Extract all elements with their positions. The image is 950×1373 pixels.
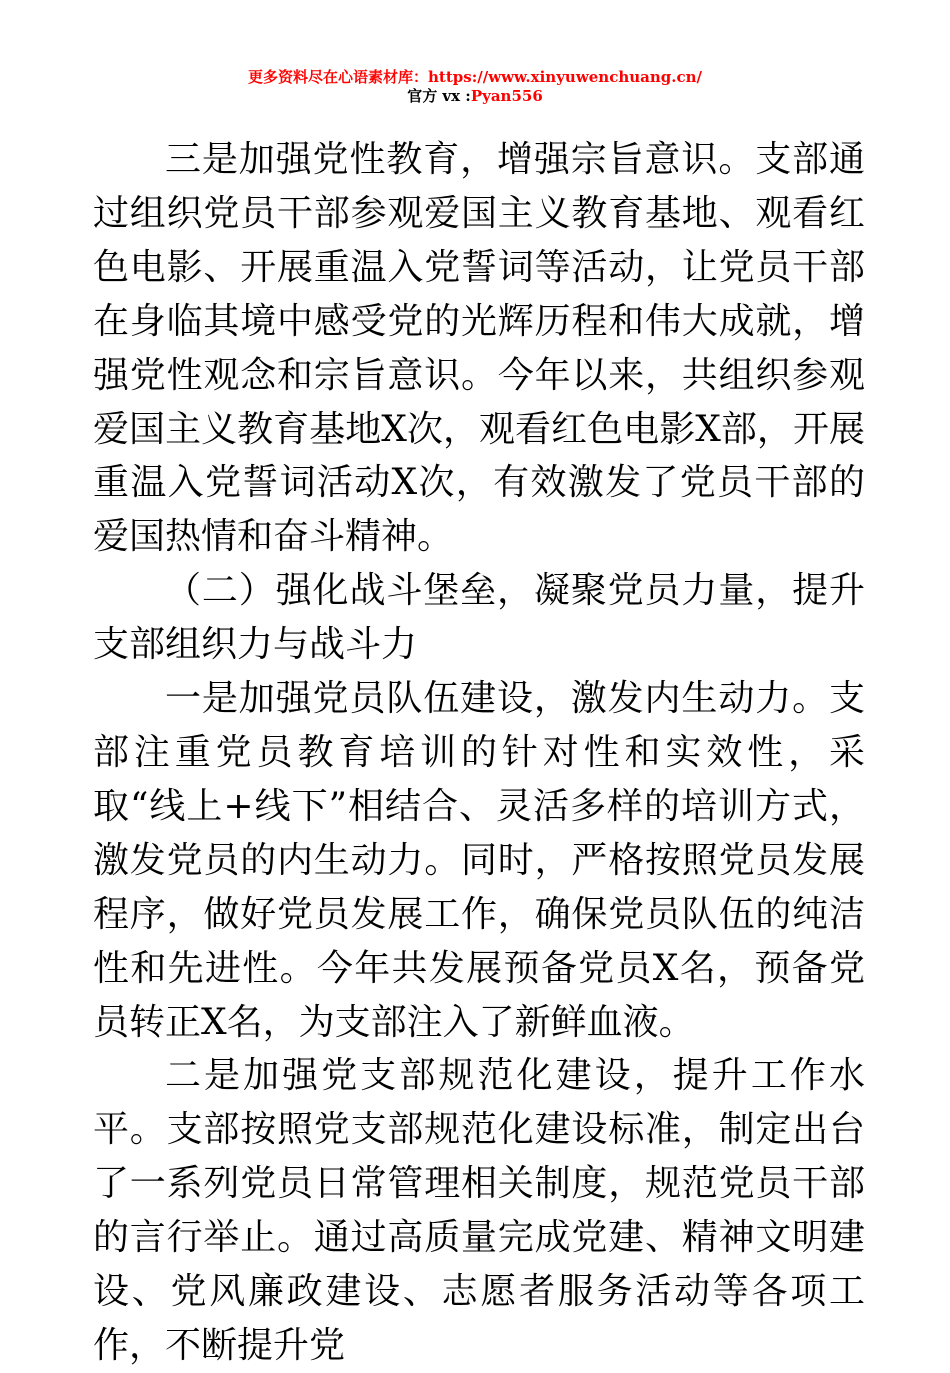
header-resource-text: 更多资料尽在心语素材库：: [248, 68, 429, 86]
document-body: [93, 133, 865, 1373]
header-wechat-id: Pyan556: [470, 87, 543, 105]
header-line-1: [0, 68, 950, 87]
header-wechat-label: 官方 vx :: [407, 87, 471, 105]
paragraph-party-education: 三是加强党性教育，增强宗旨意识。支部通过组织党员干部参观爱国主义教育基地、观看红色电影、开展重温入党誓词等活动，让党员干部在身临其境中感受党的光辉历程和伟大成就，增强党性观念和宗旨意识。今年以来，共组织参观爱国主义教育基地X次，观看红色电影X部，开展重温入党誓词活动X次，有效激发了党员干部的爱国热情和奋斗精神。: [93, 139, 865, 558]
header-url-link[interactable]: https://www.xinyuwenchuang.cn/: [428, 68, 702, 86]
paragraph-member-team: 一是加强党员队伍建设，激发内生动力。支部注重党员教育培训的针对性和实效性，采取“线上+线下”相结合、灵活多样的培训方式，激发党员的内生动力。同时，严格按照党员发展程序，做好党员发展工作，确保党员队伍的纯洁性和先进性。今年共发展预备党员X名，预备党员转正X名，为支部注入了新鲜血液。: [93, 678, 865, 1043]
paragraph-branch-standardization: 二是加强党支部规范化建设，提升工作水平。支部按照党支部规范化建设标准，制定出台了一系列党员日常管理相关制度，规范党员干部的言行举止。通过高质量完成党建、精神文明建设、党风廉政建设、志愿者服务活动等各项工作，不断提升党: [93, 1055, 865, 1366]
header-line-2: [0, 87, 950, 106]
section-heading-2: （二）强化战斗堡垒，凝聚党员力量，提升支部组织力与战斗力: [93, 570, 865, 666]
page-header: [0, 68, 950, 106]
